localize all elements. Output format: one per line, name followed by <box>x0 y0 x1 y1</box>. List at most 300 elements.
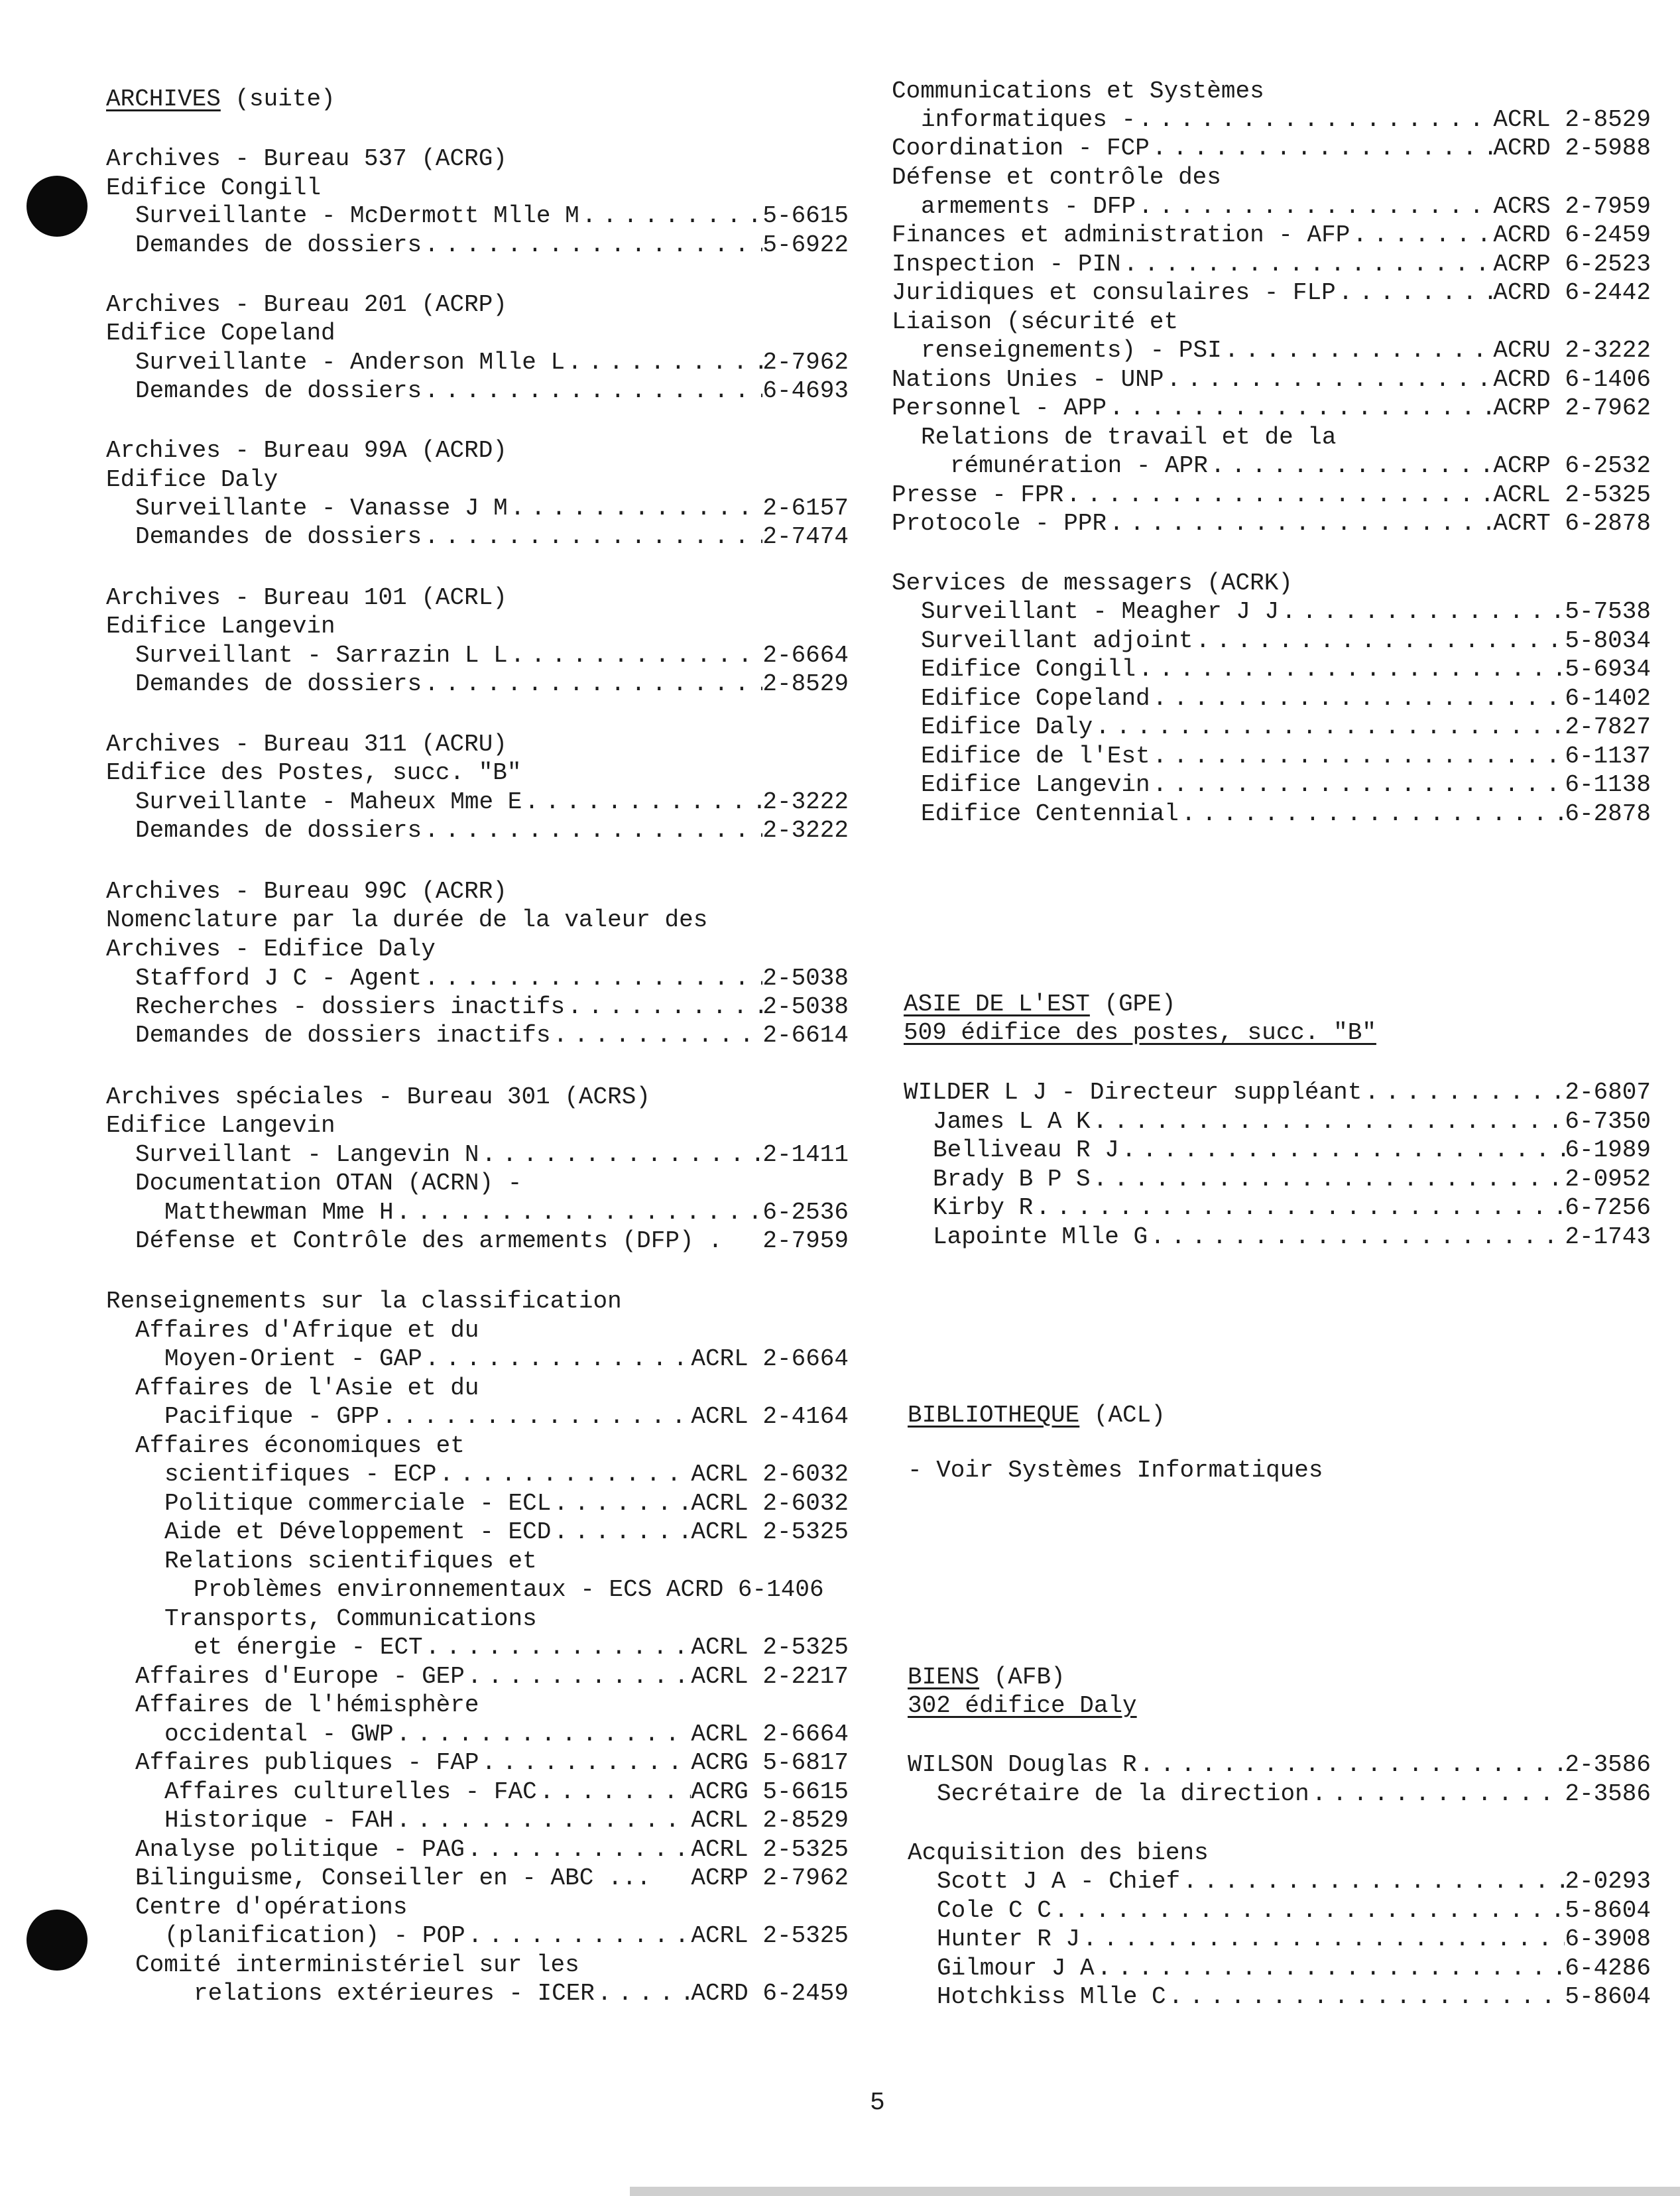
phone-number: 5-8604 <box>1565 1983 1651 2010</box>
phone-number: 2-6614 <box>762 1022 849 1049</box>
directory-entry <box>892 1663 1651 1692</box>
entry-label: 302 édifice Daly <box>908 1692 1137 1719</box>
directory-entry <box>106 1979 849 2008</box>
directory-entry <box>892 569 1651 598</box>
directory-entry <box>892 1456 1651 1485</box>
phone-number: 2-6807 <box>1565 1079 1651 1106</box>
leader-dots <box>565 348 762 377</box>
entry-label: Personnel - APP <box>892 395 1107 422</box>
entry-label: Affaires de l'hémisphère <box>135 1691 479 1719</box>
directory-entry <box>892 308 1651 337</box>
entry-label: Défense et contrôle des <box>892 164 1221 191</box>
directory-entry <box>106 1432 849 1461</box>
entry-label: Problèmes environnementaux - ECS ACRD 6-1406 <box>194 1576 824 1603</box>
entry-label: Hotchkiss Mlle C <box>937 1983 1166 2010</box>
entry-label: James L A K <box>933 1108 1091 1135</box>
entry-label: Services de messagers (ACRK) <box>892 570 1293 597</box>
entry-label: (planification) - POP <box>164 1922 465 1949</box>
entry-label: relations extérieures - ICER <box>194 1980 595 2007</box>
entry-label: 509 édifice des postes, succ. "B" <box>904 1019 1376 1046</box>
phone-number: 6-4286 <box>1565 1955 1651 1982</box>
entry-label: Affaires économiques et <box>135 1432 465 1459</box>
phone-number: ACRG 5-6615 <box>691 1778 849 1805</box>
directory-entry <box>106 1460 849 1489</box>
directory-entry <box>106 1198 849 1227</box>
leader-dots <box>1136 655 1565 684</box>
leader-dots <box>1051 1896 1565 1925</box>
entry-label: Edifice Copeland <box>921 685 1150 712</box>
scan-edge-strip <box>630 2187 1680 2196</box>
entry-label: Edifice Centennial <box>921 800 1179 827</box>
phone-number: ACRP 2-7962 <box>1493 395 1651 422</box>
directory-entry <box>106 1345 849 1374</box>
phone-number: ACRL 2-5325 <box>691 1836 849 1863</box>
directory-entry <box>106 1864 849 1893</box>
directory-entry <box>892 1691 1651 1721</box>
leader-dots <box>394 1198 763 1227</box>
leader-dots <box>1222 336 1494 365</box>
directory-entry <box>106 465 849 495</box>
directory-entry <box>106 1662 849 1691</box>
directory-entry <box>106 1748 849 1778</box>
directory-entry <box>106 993 849 1022</box>
phone-number: 2-3586 <box>1565 1780 1651 1807</box>
leader-dots <box>1119 1136 1565 1165</box>
leader-dots <box>422 377 762 406</box>
directory-entry <box>892 1839 1651 1868</box>
phone-number: 2-6664 <box>762 642 849 669</box>
entry-label: Nomenclature par la durée de la valeur des <box>106 906 708 934</box>
entry-label: Inspection - PIN <box>892 251 1121 278</box>
phone-number: 2-6157 <box>762 495 849 522</box>
directory-entry <box>106 1835 849 1864</box>
entry-label: Lapointe Mlle G <box>933 1223 1148 1250</box>
leader-dots <box>1107 394 1493 423</box>
phone-number: 5-6922 <box>762 231 849 259</box>
entry-label: armements - DFP <box>921 193 1136 220</box>
directory-entry <box>106 1778 849 1807</box>
phone-number: 2-3222 <box>762 788 849 816</box>
leader-dots <box>1150 770 1565 800</box>
directory-entry <box>892 1018 1651 1048</box>
directory-entry <box>106 231 849 260</box>
entry-label: Archives - Bureau 311 (ACRU) <box>106 731 507 758</box>
leader-dots <box>1336 278 1494 308</box>
phone-number: ACRD 6-2459 <box>1493 221 1651 249</box>
phone-number: ACRL 2-6664 <box>691 1345 849 1372</box>
directory-entry <box>106 730 849 759</box>
directory-entry <box>892 1401 1651 1430</box>
directory-entry <box>106 522 849 552</box>
directory-entry <box>106 1489 849 1518</box>
entry-label: Finances et administration - AFP <box>892 221 1350 249</box>
directory-entry <box>106 1518 849 1547</box>
entry-label: Demandes de dossiers <box>135 231 422 259</box>
phone-number: 2-7827 <box>1565 713 1651 741</box>
phone-number: 2-1743 <box>1565 1223 1651 1250</box>
entry-label: Surveillante - McDermott Mlle M <box>135 202 579 229</box>
directory-entry <box>106 174 849 203</box>
entry-label: occidental - GWP <box>164 1721 394 1748</box>
entry-label: Edifice de l'Est <box>921 743 1150 770</box>
phone-number: 2-0952 <box>1565 1166 1651 1193</box>
directory-entry <box>106 1287 849 1316</box>
entry-label: Relations de travail et de la <box>921 424 1337 451</box>
directory-entry <box>106 583 849 613</box>
directory-entry <box>106 1806 849 1835</box>
phone-number: 6-7350 <box>1565 1108 1651 1135</box>
entry-label: Brady B P S <box>933 1166 1091 1193</box>
directory-entry <box>892 1982 1651 2012</box>
leader-dots <box>1091 1107 1565 1136</box>
entry-label: Analyse politique - PAG <box>135 1836 465 1863</box>
entry-label: Surveillant adjoint <box>921 627 1193 654</box>
entry-label: ASIE DE L'EST <box>904 991 1090 1018</box>
directory-entry <box>892 221 1651 250</box>
phone-number: ACRL 2-5325 <box>691 1634 849 1661</box>
directory-entry <box>106 1633 849 1662</box>
phone-number: 2-7959 <box>762 1227 849 1254</box>
directory-entry <box>892 105 1651 135</box>
entry-label: - Voir Systèmes Informatiques <box>908 1457 1323 1484</box>
leader-dots <box>1179 800 1565 829</box>
directory-entry <box>892 655 1651 684</box>
entry-label: Centre d'opérations <box>135 1894 408 1921</box>
phone-number: ACRD 6-2442 <box>1493 279 1651 306</box>
leader-dots <box>1166 1982 1565 2012</box>
directory-entry <box>106 1374 849 1403</box>
directory-entry <box>892 684 1651 713</box>
entry-label: Affaires culturelles - FAC <box>164 1778 537 1805</box>
phone-number: ACRL 2-5325 <box>1493 481 1651 509</box>
entry-label: Nations Unies - UNP <box>892 366 1164 393</box>
phone-number: 6-4693 <box>762 377 849 404</box>
entry-label: Surveillant - Sarrazin L L <box>135 642 508 669</box>
entry-label: Coordination - FCP <box>892 135 1150 162</box>
phone-number: ACRL 2-2217 <box>691 1663 849 1690</box>
directory-entry <box>892 163 1651 192</box>
entry-label: Presse - FPR <box>892 481 1064 509</box>
leader-dots <box>465 1662 691 1691</box>
entry-label: Recherches - dossiers inactifs <box>135 993 566 1020</box>
leader-dots <box>1208 452 1493 481</box>
leader-dots <box>1150 742 1565 771</box>
directory-entry <box>106 1021 849 1050</box>
entry-label: renseignements) - PSI <box>921 337 1222 364</box>
directory-entry <box>892 250 1651 279</box>
leader-dots <box>422 816 762 845</box>
leader-dots <box>1350 221 1493 250</box>
entry-label: Secrétaire de la direction <box>937 1780 1309 1807</box>
leader-dots <box>422 522 762 552</box>
phone-number: 5-8604 <box>1565 1897 1651 1924</box>
entry-label: Archives spéciales - Bureau 301 (ACRS) <box>106 1083 650 1111</box>
leader-dots <box>1150 684 1565 713</box>
phone-number: ACRL 2-5325 <box>691 1518 849 1546</box>
directory-entry <box>106 1575 849 1605</box>
phone-number: 6-1138 <box>1565 771 1651 798</box>
phone-number: 6-7256 <box>1565 1194 1651 1221</box>
punch-hole-icon <box>27 176 88 237</box>
directory-entry <box>892 509 1651 538</box>
phone-number: 5-7538 <box>1565 598 1651 625</box>
punch-hole-icon <box>27 1910 88 1971</box>
directory-entry <box>106 290 849 320</box>
entry-label: Kirby R <box>933 1194 1034 1221</box>
page-number: 5 <box>870 2089 885 2117</box>
phone-number: 2-3586 <box>1565 1751 1651 1778</box>
leader-dots <box>579 202 763 231</box>
directory-entry <box>106 935 849 964</box>
entry-label: scientifiques - ECP <box>164 1461 437 1488</box>
directory-entry <box>106 1402 849 1432</box>
directory-entry <box>892 1193 1651 1223</box>
directory-entry <box>892 394 1651 423</box>
directory-entry <box>106 1951 849 1980</box>
phone-number: 2-7962 <box>762 349 849 376</box>
directory-entry <box>892 1078 1651 1107</box>
directory-entry <box>106 377 849 406</box>
directory-entry <box>892 742 1651 771</box>
entry-label: Affaires publiques - FAP <box>135 1749 479 1776</box>
entry-label: Cole C C <box>937 1897 1051 1924</box>
phone-number: ACRL 2-6664 <box>691 1721 849 1748</box>
entry-label: Aide et Développement - ECD <box>164 1518 552 1546</box>
entry-label: Edifice Congill <box>921 656 1136 683</box>
entry-label: BIBLIOTHEQUE <box>908 1402 1080 1429</box>
entry-label: Edifice des Postes, succ. "B" <box>106 759 522 786</box>
directory-entry <box>106 1547 849 1576</box>
leader-dots <box>537 1778 691 1807</box>
directory-entry <box>892 1223 1651 1252</box>
phone-number: ACRP 6-2523 <box>1493 251 1651 278</box>
entry-label: Surveillant - Meagher J J <box>921 598 1280 625</box>
phone-number: 6-1402 <box>1565 685 1651 712</box>
entry-label: WILSON Douglas R <box>908 1751 1137 1778</box>
entry-label: Stafford J C - Agent <box>135 965 422 992</box>
directory-entry <box>892 1136 1651 1165</box>
entry-label: Pacifique - GPP <box>164 1403 380 1430</box>
directory-entry <box>892 452 1651 481</box>
leader-dots <box>1136 105 1493 135</box>
entry-label: Moyen-Orient - GAP <box>164 1345 422 1372</box>
entry-label: Juridiques et consulaires - FLP <box>892 279 1336 306</box>
entry-label: Demandes de dossiers <box>135 670 422 698</box>
directory-entry <box>106 436 849 465</box>
leader-dots <box>551 1021 763 1050</box>
entry-label: Comité interministériel sur les <box>135 1951 579 1979</box>
entry-label: Politique commerciale - ECL <box>164 1490 552 1517</box>
phone-number: 2-8529 <box>762 670 849 698</box>
directory-entry <box>892 800 1651 829</box>
phone-number: 6-2878 <box>1565 800 1651 827</box>
entry-label: Gilmour J A <box>937 1955 1095 1982</box>
phone-number: 2-5038 <box>762 965 849 992</box>
entry-label: BIENS <box>908 1664 980 1691</box>
leader-dots <box>1080 1925 1565 1954</box>
phone-number: ACRL 2-6032 <box>691 1461 849 1488</box>
entry-label: Historique - FAH <box>164 1807 394 1834</box>
phone-number: 2-3222 <box>762 817 849 844</box>
directory-entry <box>892 423 1651 452</box>
phone-number: 6-2536 <box>762 1199 849 1226</box>
leader-dots <box>1150 134 1493 163</box>
phone-number: 5-6615 <box>762 202 849 229</box>
directory-entry <box>892 990 1651 1019</box>
phone-number: ACRP 6-2532 <box>1493 452 1651 479</box>
directory-entry <box>892 1780 1651 1809</box>
leader-dots <box>422 231 762 260</box>
entry-label: Archives - Bureau 99A (ACRD) <box>106 437 507 464</box>
directory-entry <box>106 1111 849 1140</box>
directory-entry <box>106 1893 849 1922</box>
directory-entry <box>892 1107 1651 1136</box>
directory-entry <box>106 494 849 523</box>
leader-dots <box>1093 713 1565 742</box>
directory-entry <box>106 1605 849 1634</box>
leader-dots <box>1279 597 1565 627</box>
directory-entry <box>106 1316 849 1345</box>
directory-entry <box>892 1750 1651 1780</box>
leader-dots <box>1164 365 1493 395</box>
entry-label: Protocole - PPR <box>892 510 1107 537</box>
directory-entry <box>106 788 849 817</box>
entry-label: Archives - Bureau 101 (ACRL) <box>106 584 507 611</box>
entry-label: Edifice Langevin <box>921 771 1150 798</box>
leader-dots <box>1107 509 1493 538</box>
leader-dots <box>1121 250 1494 279</box>
directory-entry <box>892 481 1651 510</box>
entry-label: Belliveau R J <box>933 1136 1119 1164</box>
directory-entry <box>892 627 1651 656</box>
directory-entry <box>106 1227 849 1256</box>
entry-label: Transports, Communications <box>164 1605 537 1632</box>
entry-label: Acquisition des biens <box>908 1839 1209 1866</box>
directory-entry <box>892 1896 1651 1925</box>
directory-entry <box>106 1720 849 1749</box>
phone-number: ACRU 2-3222 <box>1493 337 1651 364</box>
entry-label: Archives - Bureau 99C (ACRR) <box>106 878 507 905</box>
entry-label: Communications et Systèmes <box>892 78 1264 105</box>
entry-code: (GPE) <box>1089 991 1176 1018</box>
directory-entry <box>892 597 1651 627</box>
directory-entry <box>892 770 1651 800</box>
entry-label: Surveillant - Langevin N <box>135 1141 479 1168</box>
leader-dots <box>508 641 763 670</box>
leader-dots <box>436 1460 691 1489</box>
entry-code: (ACL) <box>1079 1402 1166 1429</box>
phone-number: 2-7474 <box>762 523 849 550</box>
entry-label: Relations scientifiques et <box>164 1548 537 1575</box>
entry-label: Bilinguisme, Conseiller en - ABC ... <box>135 1864 651 1892</box>
leader-dots <box>1091 1165 1565 1194</box>
directory-entry <box>106 145 849 174</box>
entry-label: Demandes de dossiers <box>135 523 422 550</box>
phone-number: ACRL 2-6032 <box>691 1490 849 1517</box>
entry-label: Edifice Daly <box>921 713 1093 741</box>
entry-label: Archives - Bureau 201 (ACRP) <box>106 291 507 318</box>
entry-label: Edifice Copeland <box>106 320 335 347</box>
phone-number: ACRP 2-7962 <box>691 1864 849 1892</box>
phone-number: 2-1411 <box>762 1141 849 1168</box>
directory-entry <box>106 1140 849 1170</box>
leader-dots <box>522 788 762 817</box>
phone-number: ACRT 6-2878 <box>1493 510 1651 537</box>
directory-entry <box>106 759 849 788</box>
leader-dots <box>551 1489 691 1518</box>
entry-label: Affaires de l'Asie et du <box>135 1374 479 1402</box>
entry-label: Demandes de dossiers <box>135 817 422 844</box>
directory-entry <box>106 1169 849 1198</box>
directory-entry <box>106 85 849 114</box>
entry-label: Affaires d'Afrique et du <box>135 1317 479 1344</box>
entry-code: (AFB) <box>979 1664 1065 1691</box>
directory-entry <box>892 1925 1651 1954</box>
directory-entry <box>892 77 1651 106</box>
entry-label: Documentation OTAN (ACRN) - <box>135 1170 522 1197</box>
directory-entry <box>106 612 849 641</box>
entry-label: Edifice Langevin <box>106 613 335 640</box>
directory-entry <box>892 278 1651 308</box>
directory-entry <box>892 1165 1651 1194</box>
directory-entry <box>106 1921 849 1951</box>
leader-dots <box>551 1518 691 1547</box>
leader-dots <box>1180 1867 1565 1896</box>
entry-label: Affaires d'Europe - GEP <box>135 1663 465 1690</box>
entry-label: Demandes de dossiers inactifs <box>135 1022 551 1049</box>
leader-dots <box>423 1633 691 1662</box>
phone-number: ACRS 2-7959 <box>1493 193 1651 220</box>
entry-label: Défense et Contrôle des armements (DFP) . <box>135 1227 723 1254</box>
entry-label: Archives - Edifice Daly <box>106 936 436 963</box>
directory-entry <box>106 1691 849 1720</box>
entry-label: informatiques - <box>921 106 1136 133</box>
directory-entry <box>106 319 849 348</box>
leader-dots <box>1137 1750 1565 1780</box>
leader-dots <box>422 670 762 699</box>
entry-code: (suite) <box>220 86 335 113</box>
leader-dots <box>565 993 762 1022</box>
phone-number: ACRG 5-6817 <box>691 1749 849 1776</box>
directory-entry <box>106 877 849 906</box>
phone-number: ACRL 2-5325 <box>691 1922 849 1949</box>
directory-entry <box>892 365 1651 395</box>
entry-label: Surveillante - Maheux Mme E <box>135 788 522 816</box>
entry-label: Edifice Daly <box>106 466 278 493</box>
entry-label: Liaison (sécurité et <box>892 308 1179 336</box>
entry-label: Archives - Bureau 537 (ACRG) <box>106 145 507 172</box>
directory-entry <box>106 202 849 231</box>
phone-number: ACRL 2-8529 <box>1493 106 1651 133</box>
directory-entry <box>106 348 849 377</box>
leader-dots <box>479 1748 691 1778</box>
phone-number: 5-6934 <box>1565 656 1651 683</box>
directory-entry <box>892 713 1651 742</box>
entry-label: Scott J A - Chief <box>937 1868 1181 1895</box>
directory-entry <box>106 641 849 670</box>
leader-dots <box>1309 1780 1565 1809</box>
phone-number: ACRD 6-2459 <box>691 1980 849 2007</box>
directory-entry <box>106 1083 849 1112</box>
leader-dots <box>1193 627 1565 656</box>
phone-number: 5-8034 <box>1565 627 1651 654</box>
leader-dots <box>394 1720 691 1749</box>
leader-dots <box>508 494 763 523</box>
phone-number: ACRD 6-1406 <box>1493 366 1651 393</box>
directory-entry <box>892 192 1651 221</box>
leader-dots <box>379 1402 691 1432</box>
leader-dots <box>1033 1193 1565 1223</box>
